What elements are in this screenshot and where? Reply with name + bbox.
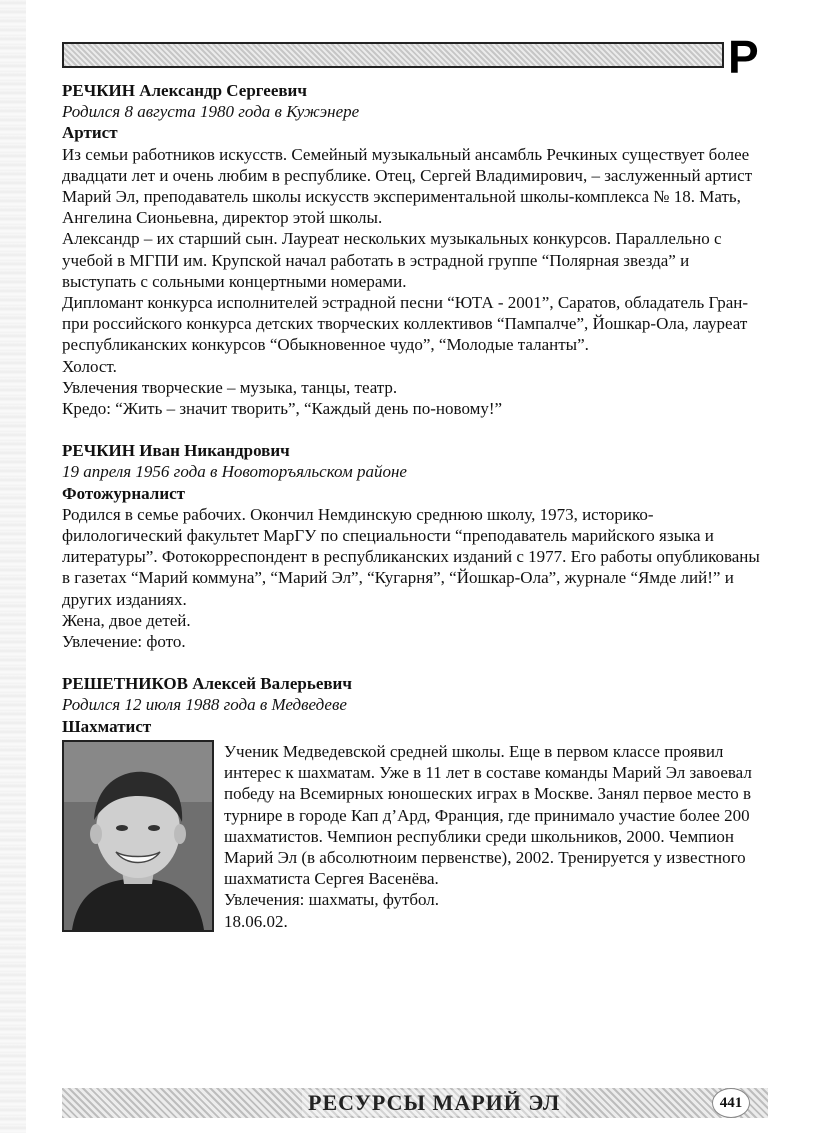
entry-profession: Фотожурналист [62, 483, 186, 503]
entry-rechkin-alexander [62, 80, 762, 419]
portrait-illustration [64, 742, 212, 930]
page-content [62, 80, 762, 953]
entry-rechkin-ivan [62, 440, 762, 652]
entry-paragraph: Ученик Медведевской средней школы. Еще в первом классе проявил интерес к шахматам. Уже в 11 лет в составе команды Марий Эл завоевал победу на Всемирных юношеских играх в Москве. Занял первое место в турнире в городе Кап д’Ард, Франция, где принимало участие более 200 шахматистов. Чемпион республики среди школьников, 2000. Чемпион Марий Эл (в абсолютноим первенстве), 2002. Тренируется у известного шахматиста Сергея Васенёва. [224, 741, 752, 889]
entry-dates: 19 апреля 1956 года в Новоторъяльском районе [62, 462, 407, 482]
entry-paragraph: Александр – их старший сын. Лауреат нескольких музыкальных конкурсов. Параллельно с учебой в МГПИ им. Крупской начал работать в эстрадной группе “Полярная звезда” и выступать с сольными концертными номерами. [62, 229, 722, 291]
entry-name: РЕШЕТНИКОВ Алексей Валерьевич [62, 674, 352, 694]
entry-paragraph: Холост. [62, 356, 117, 376]
portrait-photo [62, 740, 214, 932]
entry-paragraph: Из семьи работников искусств. Семейный музыкальный ансамбль Речкиных существует более двадцати лет и очень любим в республике. Отец, Сергей Владимирович, – заслуженный артист Марий Эл, преподаватель школы искусств экспериментальной школы-комплекса № 18. Мать, Ангелина Сионьевна, директор этой школы. [62, 144, 753, 228]
entry-paragraph: Кредо: “Жить – значит творить”, “Каждый день по-новому!” [62, 399, 503, 419]
page-number: 441 [712, 1088, 750, 1118]
entry-name: РЕЧКИН Иван Никандрович [62, 441, 290, 461]
entry-dates: Родился 12 июля 1988 года в Медведеве [62, 695, 347, 715]
entry-paragraph: Родился в семье рабочих. Окончил Немдинскую среднюю школу, 1973, историко-филологический факультет МарГУ по специальности “преподаватель марийского языка и литературы”. Фотокорреспондент в республиканских изданий с 1977. Его работы опубликованы в газетах “Марий коммуна”, “Марий Эл”, “Кугарня”, “Йошкар-Ола”, журнале “Ямде лий!” и других изданиях. [62, 504, 760, 609]
footer-title: РЕСУРСЫ МАРИЙ ЭЛ [302, 1090, 566, 1116]
entry-paragraph: Увлечения творческие – музыка, танцы, театр. [62, 377, 398, 397]
entry-reshetnikov-alexey [62, 673, 762, 932]
entry-text [224, 740, 762, 932]
page-scan-edge [0, 0, 26, 1133]
entry-profession: Шахматист [62, 716, 152, 736]
entry-paragraph: Дипломант конкурса исполнителей эстрадной песни “ЮТА - 2001”, Саратов, обладатель Гран-при российского конкурса детских творческих коллективов “Пампалче”, Йошкар-Ола, лауреат республиканских конкурсов “Обыкновенное чудо”, “Молодые таланты”. [62, 293, 749, 355]
entry-dates: Родился 8 августа 1980 года в Кужэнере [62, 102, 360, 122]
entry-profession: Артист [62, 123, 118, 143]
entry-paragraph: 18.06.02. [224, 911, 288, 931]
entry-name: РЕЧКИН Александр Сергеевич [62, 81, 307, 100]
section-letter: Р [728, 31, 759, 83]
entry-paragraph: Увлечения: шахматы, футбол. [224, 890, 440, 910]
entry-paragraph: Увлечение: фото. [62, 632, 186, 652]
header-bar [62, 42, 724, 68]
entry-photo-row [62, 740, 762, 932]
entry-paragraph: Жена, двое детей. [62, 610, 191, 630]
